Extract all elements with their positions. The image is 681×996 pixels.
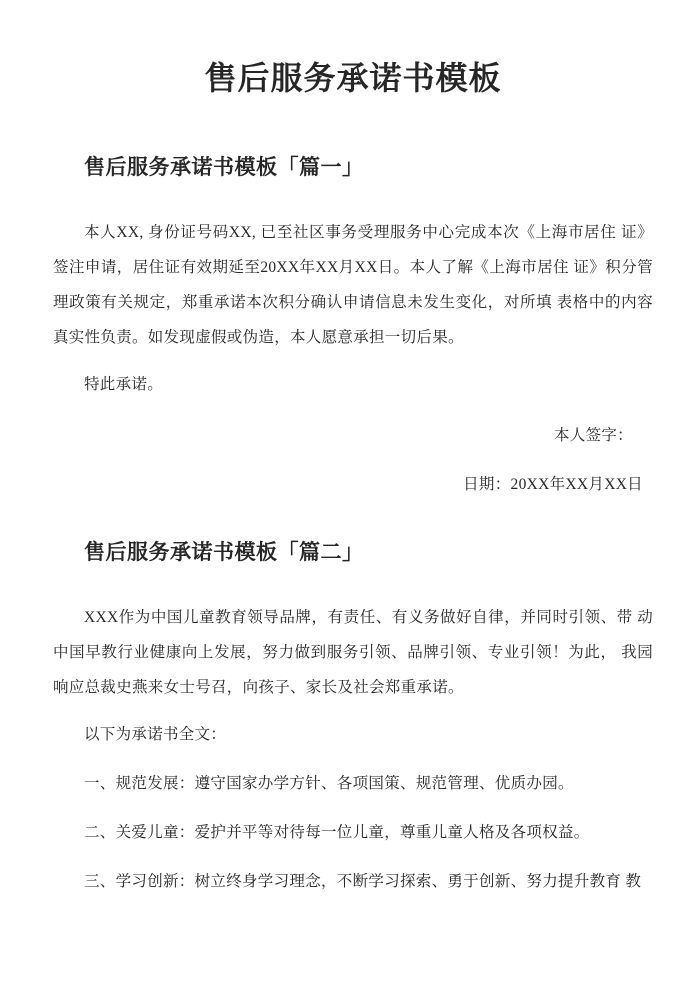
section1-heading: 售后服务承诺书模板「篇一」	[84, 155, 364, 179]
list-intro-line: 以下为承诺书全文：	[84, 726, 227, 743]
section2-heading: 售后服务承诺书模板「篇二」	[84, 540, 364, 564]
date-line: 日期：20XX年XX月XX日	[463, 476, 643, 493]
list-item-2: 二、关爱儿童：爱护并平等对待每一位儿童，尊重儿童人格及各项权益。	[84, 824, 590, 841]
document-title: 售后服务承诺书模板	[204, 60, 502, 96]
list-item-3: 三、学习创新：树立终身学习理念，不断学习探索、勇于创新、努力提升教育 教	[84, 873, 642, 890]
signature-line: 本人签字：	[553, 427, 633, 444]
section1-paragraph: 本人XX, 身份证号码XX, 已至社区事务受理服务中心完成本次《上海市居住 证》签注申请，居住证有效期延至20XX年XX月XX日。本人了解《上海市居住 证》积分管理政策有关规定，郑重承诺本次积分确认申请信息未发生变化，对所填 表格中的内容真实性负责。如发现虚假或伪造，本人愿意承担一切后果。	[53, 224, 653, 346]
pledge-line: 特此承诺。	[84, 376, 164, 393]
list-item-1: 一、规范发展：遵守国家办学方针、各项国策、规范管理、优质办园。	[84, 775, 574, 792]
section2-intro-paragraph: XXX作为中国儿童教育领导品牌，有责任、有义务做好自律，并同时引领、带 动中国早教行业健康向上发展，努力做到服务引领、品牌引领、专业引领！为此， 我园响应总裁史燕来女士号召，向孩子、家长及社会郑重承诺。	[53, 609, 653, 696]
